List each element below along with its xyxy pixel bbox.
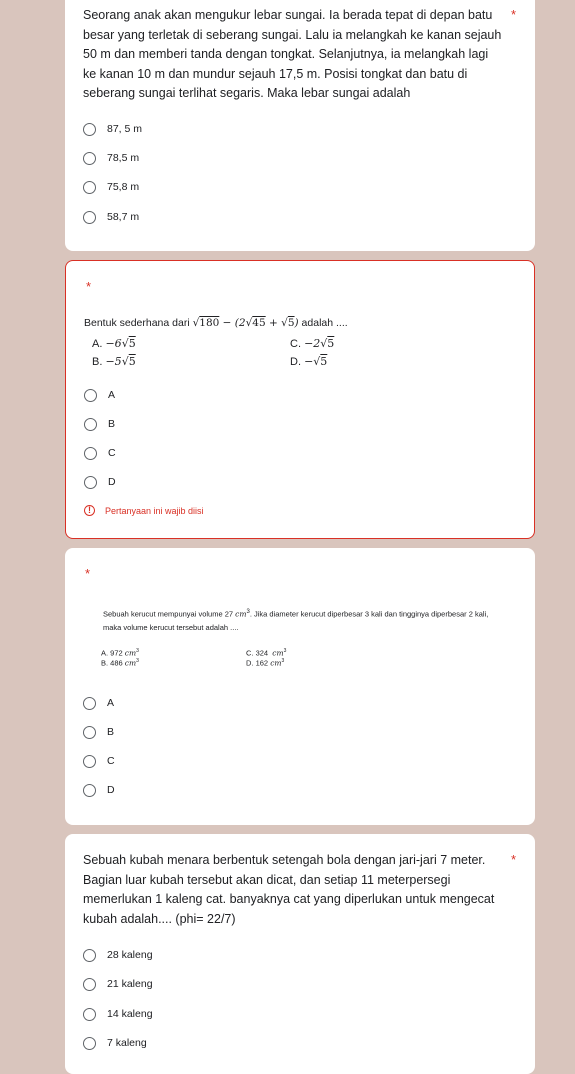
required-asterisk: * — [511, 7, 517, 22]
expr-part: − (2 — [219, 317, 246, 329]
option-label: 21 kaleng — [107, 978, 153, 990]
math-expression: √180 − (2√45 + √5) — [192, 317, 299, 329]
radio-button[interactable] — [84, 447, 97, 460]
question-line: . Jika diameter kerucut diperbesar 3 kali dan tingginya diperbesar 2 kali, — [249, 609, 489, 619]
choice-b: B. 486 $cm^3$ — [101, 658, 139, 668]
choice-d: D. 162 $cm^3$ — [246, 658, 285, 668]
option-label: 87, 5 m — [107, 123, 143, 135]
exponent: 3 — [246, 609, 250, 615]
option-4[interactable] — [83, 208, 139, 226]
option-2[interactable] — [83, 975, 153, 993]
option-label: B — [108, 418, 116, 430]
question-line: maka volume kerucut tersebut adalah .... — [103, 622, 239, 632]
option-a[interactable] — [83, 694, 114, 712]
option-label: 78,5 m — [107, 152, 140, 164]
option-label: D — [108, 476, 116, 488]
choice-b: B. −5√5 — [92, 354, 136, 368]
option-a[interactable] — [84, 386, 115, 404]
option-d[interactable] — [84, 473, 116, 491]
radio-button[interactable] — [83, 784, 96, 797]
radio-button[interactable] — [83, 949, 96, 962]
radio-button[interactable] — [83, 211, 96, 224]
option-label: 28 kaleng — [107, 949, 153, 961]
question-card-4 — [65, 834, 535, 1074]
unit: cm — [235, 609, 247, 619]
choice-d: D. −√5 — [290, 354, 328, 368]
choice-a: A. 972 $cm^3$ — [101, 648, 139, 658]
radicand: 45 — [252, 317, 266, 329]
option-label: D — [107, 784, 115, 796]
radio-button[interactable] — [83, 123, 96, 136]
option-1[interactable] — [83, 120, 142, 138]
choice-a: A. −6√5 — [92, 336, 136, 350]
question-prefix: Bentuk sederhana dari — [84, 317, 190, 329]
option-label: A — [107, 697, 115, 709]
option-c[interactable] — [84, 444, 116, 462]
option-label: B — [107, 726, 115, 738]
radio-button[interactable] — [84, 418, 97, 431]
option-label: 7 kaleng — [107, 1037, 147, 1049]
option-1[interactable] — [83, 946, 153, 964]
option-b[interactable] — [83, 723, 114, 741]
required-warning — [84, 505, 204, 516]
option-d[interactable] — [83, 781, 115, 799]
required-asterisk: * — [85, 566, 91, 581]
radio-button[interactable] — [83, 152, 96, 165]
expr-part: + — [265, 317, 282, 329]
option-3[interactable] — [83, 178, 139, 196]
radio-button[interactable] — [83, 1008, 96, 1021]
question-line: Sebuah kerucut mempunyai volume 27 — [103, 609, 234, 619]
expr-part: ) — [294, 317, 299, 329]
option-label: A — [108, 389, 116, 401]
radio-button[interactable] — [83, 726, 96, 739]
question-text: Sebuah kubah menara berbentuk setengah bola dengan jari-jari 7 meter. Bagian luar kubah tersebut akan dicat, dan setiap 11 meterpersegi memerlukan 1 kaleng cat. banyaknya cat yang diperlukan untuk mengecat kubah adalah.... (phi= 22/7) — [83, 853, 495, 926]
option-c[interactable] — [83, 752, 115, 770]
option-label: C — [107, 755, 115, 767]
question-card-3 — [65, 548, 535, 825]
choices-grid — [92, 334, 352, 370]
option-label: 58,7 m — [107, 211, 140, 223]
radio-button[interactable] — [83, 181, 96, 194]
choices-grid — [101, 648, 361, 668]
required-asterisk: * — [86, 279, 92, 294]
radio-button[interactable] — [83, 1037, 96, 1050]
option-3[interactable] — [83, 1005, 153, 1023]
question-card-1 — [65, 0, 535, 251]
option-4[interactable] — [83, 1034, 147, 1052]
required-asterisk: * — [511, 852, 517, 867]
option-2[interactable] — [83, 149, 139, 167]
radio-button[interactable] — [84, 389, 97, 402]
radio-button[interactable] — [83, 697, 96, 710]
warning-text: Pertanyaan ini wajib diisi — [105, 505, 204, 516]
question-text: Seorang anak akan mengukur lebar sungai. Ia berada tepat di depan batu besar yang terletak di seberang sungai. Lalu ia melangkah ke kanan sejauh 50 m dan memberi tanda dengan tongkat. Selanjutnya, ia melangkah lagi ke kanan 10 m dan mundur sejauh 17,5 m. Posisi tongkat dan batu di seberang sungai terlihat segaris. Maka lebar sungai adalah — [83, 8, 502, 100]
question-text — [84, 317, 348, 329]
option-b[interactable] — [84, 415, 115, 433]
choice-c: C. −2√5 — [290, 336, 335, 350]
error-icon: ! — [84, 505, 95, 516]
radio-button[interactable] — [83, 755, 96, 768]
question-suffix: adalah .... — [298, 317, 348, 329]
option-label: 75,8 m — [107, 181, 140, 193]
radicand: 5 — [287, 317, 295, 329]
option-label: 14 kaleng — [107, 1008, 153, 1020]
radicand: 180 — [199, 317, 220, 329]
radio-button[interactable] — [84, 476, 97, 489]
option-label: C — [108, 447, 116, 459]
radio-button[interactable] — [83, 978, 96, 991]
question-card-2 — [65, 260, 535, 539]
choice-c: C. 324 $cm^3$ — [246, 648, 287, 658]
question-text — [103, 606, 533, 634]
